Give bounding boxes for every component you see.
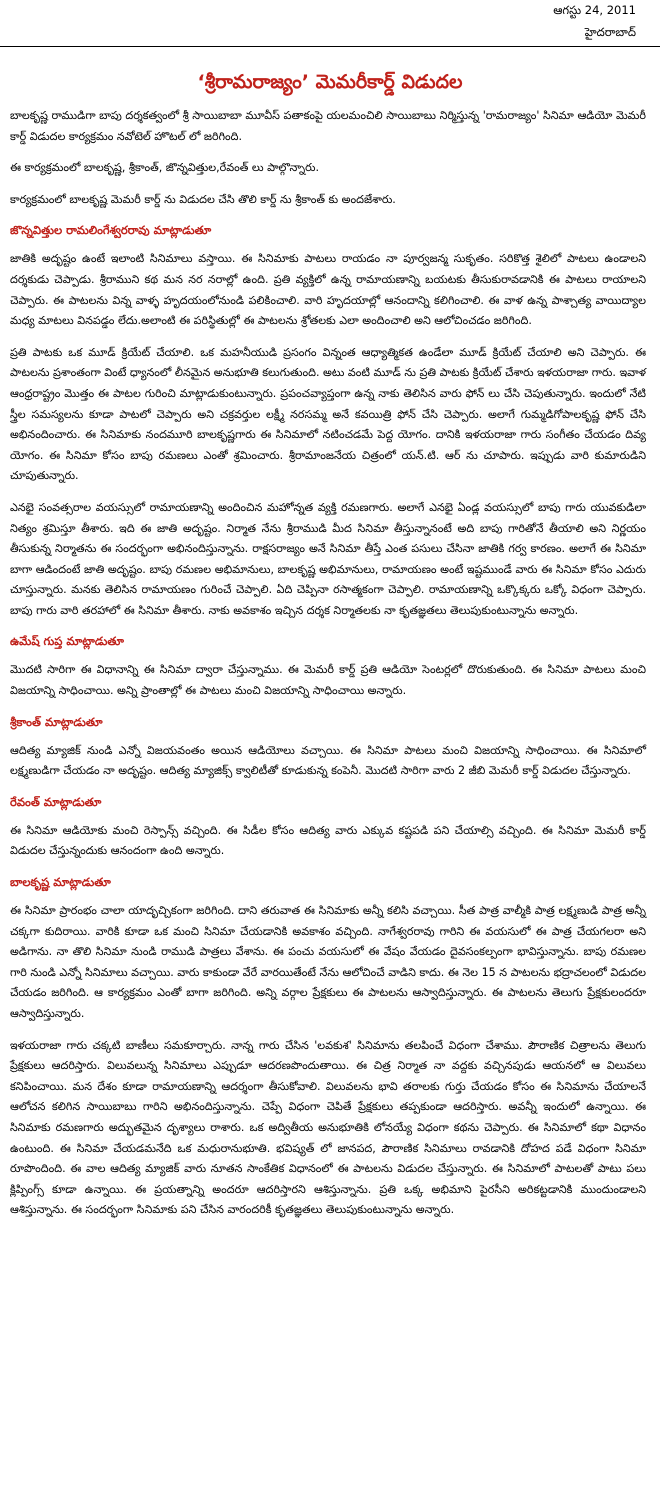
section-paragraph: ఈ సినిమా ప్రారంభం చాలా యాదృచ్చికంగా జరిగింది. దాని తరువాత ఈ సినిమాకు అన్నీ కలిసి వచ్చాయి. సీత పాత్ర వాల్మీకి పాత్ర లక్ష్మణుడి పాత్ర అన్నీ చక్కగా కుదిరాయి. వారికి కూడా ఒక మంచి సినిమా చేయడానికి అవకాశం వచ్చింది. నాగేశ్వరరావు గారిని ఈ వయసులో ఈ పాత్ర చేయగలరా అని అడిగాను. నా తొలి సినిమా నుండి రాముడి పాత్రలు వేశాను. ఈ పంచు వయసులో ఈ వేషం వేయడం దైవసంకల్పంగా భావిస్తున్నాను. బాపు రమణల గారి నుండి ఎన్నో సినిమాలు వచ్చాయి. వారు కాకుండా వేరే వారయితేంటే నేను ఆలోచించే వాడిని కాదు. ఈ నెల 15 న పాటలను భద్రాచలంలో విడుదల చేయడం జరిగింది. ఆ కార్యక్రమం ఎంతో బాగా జరిగింది. అన్ని వర్గాల ప్రేక్షకులు ఈ పాటలను ఆస్వాదిస్తున్నారు. ఈ పాటలను తెలుగు ప్రేక్షకులందరూ ఆస్వాదిస్తున్నారు. <box>10 904 646 1020</box>
article-body <box>10 106 646 1232</box>
section-heading-balakrishna: బాలకృష్ణ మాట్లాడుతూ <box>10 875 111 890</box>
section-paragraph: ఆదిత్య మ్యాజిక్ నుండి ఎన్నో విజయవంతం అయిన ఆడియోలు వచ్చాయి. ఈ సినిమా పాటలు మంచి విజయాన్ని సాధించాయి. ఈ సినిమాలో లక్ష్మణుడిగా చేయడం నా అదృష్టం. ఆదిత్య మ్యాజిక్స్ క్వాలిటీతో కూడుకున్న కంపెనీ. మొదటి సారిగా వారు 2 జీబి మెమరీ కార్డ్ విడుదల చేస్తున్నారు. <box>10 743 646 778</box>
section-paragraph: ఈ సినిమా ఆడియోకు మంచి రెస్పాన్స్ వచ్చింది. ఈ సిడీల కోసం ఆదిత్య వారు ఎక్కువ కష్టపడి పని చేయాల్సి వచ్చింది. ఈ సినిమా మెమరీ కార్డ్ విడుదల చేస్తున్నందుకు ఆనందంగా ఉంది అన్నారు. <box>10 823 646 858</box>
section-paragraph: జాతికి అదృష్టం ఉంటే ఇలాంటి సినిమాలు వస్తాయి. ఈ సినిమాకు పాటలు రాయడం నా పూర్వజన్మ సుకృతం. సరికొత్త శైలిలో పాటలు ఉండాలని దర్శకుడు చెప్పాడు. శ్రీరాముని కథ మన నర నరాల్లో ఉంది. ప్రతి వ్యక్తిలో ఉన్న రామాయణాన్ని బయటకు తీసుకురావడానికి ఈ పాటలు రాయాలని చెప్పారు. ఈ పాటలను విన్న వాళ్ళ హృదయంలోనుండి పలికించాలి. వారి హృదయాల్లో ఆనందాన్ని కలిగించాలి. ఈ వాళ ఉన్న పాశ్చాత్య వాయిద్యాల మధ్య మాటలు వినపడ్డం లేదు.అలాంటి ఈ పరిస్థితుల్లో ఈ పాటలను శ్రోతలకు ఎలా అందించాలి అని ఆలోచించడం జరిగింది. <box>10 252 646 328</box>
article-date: ఆగస్టు 24, 2011 <box>553 3 636 17</box>
header-divider <box>0 46 660 47</box>
section-paragraph: మొదటి సారిగా ఈ విధానాన్ని ఈ సినిమా ద్వారా చేస్తున్నాము. ఈ మెమరీ కార్డ్ ప్రతి ఆడియో సెంటర్లలో దొరుకుతుంది. ఈ సినిమా పాటలు మంచి విజయాన్ని సాధించాయి. అన్ని ప్రాంతాల్లో ఈ పాటలు మంచి విజయాన్ని సాధించాయి అన్నారు. <box>10 663 646 698</box>
section-heading-srikanth: శ్రీకాంత్ మాట్లాడుతూ <box>10 714 103 729</box>
intro-paragraph: కార్యక్రమంలో బాలకృష్ణ మెమరీ కార్డ్ ను విడుదల చేసి తొలి కార్డ్ ను శ్రీకాంత్ కు అందజేశారు. <box>10 192 396 206</box>
section-heading-jonnavithula: జొన్నవిత్తుల రామలింగేశ్వరరావు మాట్లాడుతూ <box>10 223 212 238</box>
section-paragraph: ఇళయరాజా గారు చక్కటి బాణీలు సమకూర్చారు. నాన్న గారు చేసిన 'లవకుశ' సినిమాను తలపించే విధంగా చేశాము. పౌరాణిక చిత్రాలను తెలుగు ప్రేక్షకులు ఆదరిస్తారు. విలువలున్న సినిమాలు ఎప్పుడూ ఆదరణపొందుతాయి. ఈ చిత్ర నిర్మాత నా వద్దకు వచ్చినపుడు ఆయనలో ఆ విలువలు కనిపించాయి. మన దేశం కూడా రామాయణాన్ని ఆదర్శంగా తీసుకోవాలి. విలువలను భావి తరాలకు గుర్తు చేయడం కోసం ఈ సినిమాను చేయాలనే ఆలోచన కలిగిన సాయిబాబు గారిని అభినందిస్తున్నాను. చెప్పే విధంగా చెపితే ప్రేక్షకులు తప్పకుండా ఆదరిస్తారు. అవన్నీ ఇందులో ఉన్నాయి. ఈ సినిమాకు రమణగారు అద్భుతమైన దృశ్యాలు రాశారు. ఒక అద్వితీయ అనుభూతికి లోనయ్యే విధంగా కథను చెప్పారు. ఈ సినిమాలో కథా విధానం ఉంటుంది. ఈ సినిమా చేయడమనేది ఒక మధురానుభూతి. భవిష్యత్ లో జానపద, పౌరాణిక సినిమాలు రావడానికి దోహద పడే విధంగా సినిమా రూపొందింది. ఈ వాల ఆదిత్య మ్యాజిక్ వారు నూతన సాంకేతిక విధానంలో ఈ పాటలను విడుదల చేస్తున్నారు. ఈ సినిమాలో పాటలతో పాటు పలు క్లిప్పింగ్స్ కూడా ఉన్నాయి. ఈ ప్రయత్నాన్ని అందరూ ఆదరిస్తారని ఆశిస్తున్నాను. ప్రతి ఒక్క అభిమాని పైరసీని అరికట్టడానికి ముందుండాలని ఆశిస్తున్నాను. ఈ సందర్భంగా సినిమాకు పని చేసిన వారందరికీ కృతజ్ఞతలు తెలుపుకుంటున్నాను అన్నారు. <box>10 1038 646 1217</box>
article-title: ‘శ్రీరామరాజ్యం’ మెమరీకార్డ్ విడుదల <box>197 71 463 93</box>
section-heading-revanth: రేవంత్ మాట్లాడుతూ <box>10 794 102 809</box>
article-location: హైదరాబాద్ <box>584 25 636 39</box>
section-paragraph: ఎనభై సంవత్సరాల వయస్సులో రామాయణాన్ని అందించిన మహోన్నత వ్యక్తి రమణగారు. అలాగే ఎనభై ఏండ్ల వయస్సులో బాపు గారు యువకుడిలా నిత్యం శ్రమిస్తూ తీశారు. ఇది ఈ జాతి అదృష్టం. నిర్మాత నేను శ్రీరాముడి మీద సినిమా తీస్తున్నానంటే అది బాపు గారితోనే తీయాలి అని నిర్ణయం తీసుకున్న నిర్మాతను ఈ సందర్భంగా అభినందిస్తున్నాను. రాక్షసరాజ్యం అనే సినిమా తీస్తే ఎంత పసులు చేసినా జాతికి గర్వ కారణం. అలాగే ఈ సినిమా బాగా ఆడిందంటే జాతి అదృష్టం. బాపు రమణల అభిమానులు, బాలకృష్ణ అభిమానులు, రామాయణం అంటే ఇష్టముండే వారు ఈ సినిమా కోసం ఎదురు చూస్తున్నారు. మనకు తెలిసిన రామాయణం గురించే చెప్పాలి. ఏది చెప్పినా రసాత్మకంగా చెప్పాలి. రామాయణాన్ని ఒక్కొక్కరు ఒక్కో విధంగా చెప్పారు. బాపు గారు వారి తరహాలో ఈ సినిమా తీశారు. నాకు అవకాశం ఇచ్చిన దర్శక నిర్మాతలకు నా కృతజ్ఞతలు తెలుపుకుంటున్నాను అన్నారు. <box>10 500 646 617</box>
section-heading-umesh-gupta: ఉమేష్ గుప్త మాట్లాడుతూ <box>10 634 124 649</box>
intro-paragraph: బాలకృష్ణ రాముడిగా బాపు దర్శకత్వంలో శ్రీ సాయిబాబా మూవీస్ పతాకంపై యలమంచిలి సాయిబాబు నిర్మిస్తున్న 'రామరాజ్యం' సినిమా ఆడియో మెమరీ కార్డ్ విడుదల కార్యక్రమం నవోటెల్ హొటల్ లో జరిగింది. <box>10 109 646 143</box>
intro-paragraph: ఈ కార్యక్రమంలో బాలకృష్ణ, శ్రీకాంత్, జొన్నవిత్తుల,రేవంత్ లు పాల్గొన్నారు. <box>10 161 320 175</box>
section-paragraph: ప్రతి పాటకు ఒక మూడ్ క్రియేట్ చేయాలి. ఒక మహనీయుడి ప్రసంగం విన్నంత ఆధ్యాత్మికత ఉండేలా మూడ్ క్రియేట్ చేయాలి అని చెప్పారు. ఈ పాటలను ప్రశాంతంగా వింటే ధ్యానంలో లీనమైన అనుభూతి కలుగుతుంది. అటు వంటి మూడ్ ను ప్రతి పాటకు క్రియేట్ చేశారు ఇళయరాజా గారు. ఇవాళ ఆంధ్రరాష్ట్రం మొత్తం ఈ పాటల గురించి మాట్లాడుకుంటున్నారు. ప్రపంచవ్యాప్తంగా ఉన్న నాకు తెలిసిన వారు ఫోన్ లు చేసి చెపుతున్నారు. ఇందులో నేటి స్త్రీల సమస్యలను కూడా పాటలో చెప్పారు అని చక్రవర్తుల లక్ష్మీ నరసమ్మ అనే కవయిత్రి ఫోన్ చేసి చెప్పారు. అలాగే గుమ్మడిగోపాలకృష్ణ ఫోన్ చేసి అభినందించారు. ఈ సినిమాకు నందమూరి బాలకృష్ణగారు ఈ సినిమాలో నటించడమే పెద్ద యోగం. దానికి ఇళయరాజా గారు సంగీతం చేయడం దివ్య యోగం. ఈ సినిమా కోసం బాపు రమణలు ఎంతో శ్రమించారు. శ్రీరామాంజనేయ చిత్రంలో యన్.టి. ఆర్ ను చూపారు. ఇప్పుడు వారి కుమారుడిని చూపుతున్నారు. <box>10 345 646 483</box>
